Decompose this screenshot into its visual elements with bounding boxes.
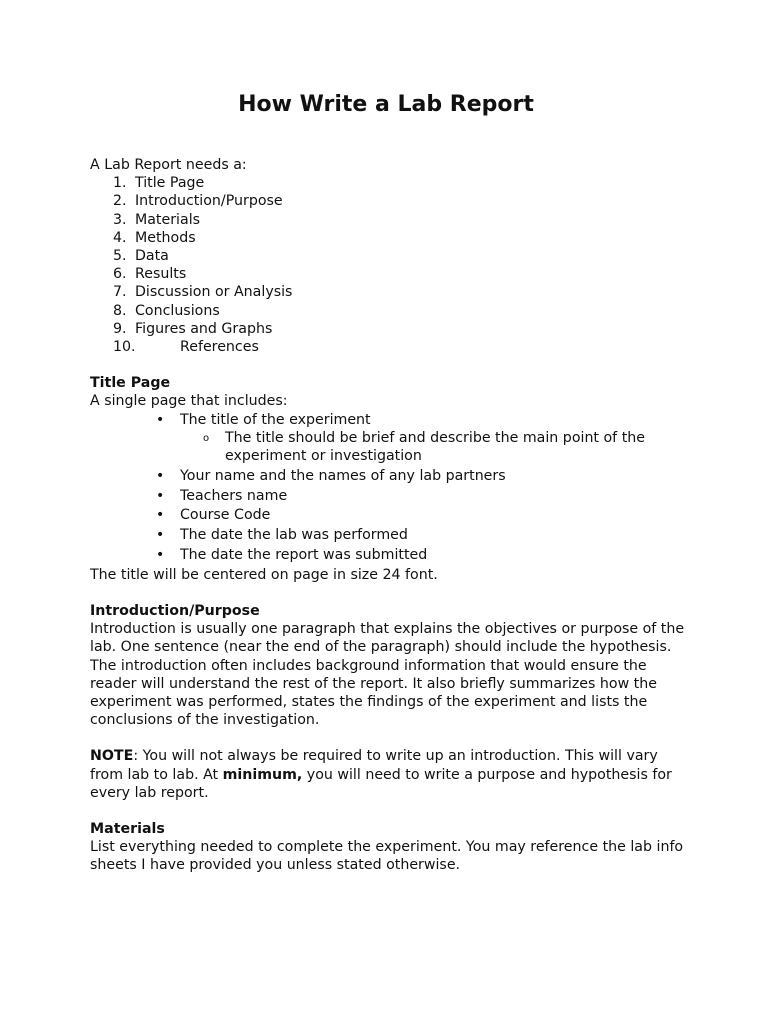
list-number: 6. — [113, 266, 127, 283]
list-number: 2. — [113, 193, 127, 210]
sub-bullets — [180, 429, 690, 465]
list-item — [180, 429, 690, 465]
list-number: 10. — [113, 339, 136, 356]
introduction-body: Introduction is usually one paragraph that explains the objectives or purpose of the lab. One sentence (near the end of the paragraph) should include the hypothesis. The introduction often includes background information that would ensure the reader will understand the rest of the report. It also briefly summarizes how the experiment was performed, states the findings of the experiment and lists the conclusions of the investigation. — [90, 621, 685, 729]
note-emphasis: minimum, — [222, 766, 303, 783]
list-item — [90, 320, 690, 338]
list-item — [90, 174, 690, 192]
list-item-text: References — [180, 339, 259, 356]
list-item-text: The date the report was submitted — [180, 547, 428, 564]
bullet-icon: • — [156, 467, 165, 484]
title-page-heading: Title Page — [90, 375, 171, 392]
title-page-lead: A single page that includes: — [90, 393, 288, 410]
note-label: NOTE — [90, 748, 134, 765]
list-item — [90, 192, 690, 210]
list-item — [90, 411, 690, 466]
intro-line: A Lab Report needs a: — [90, 157, 247, 173]
list-number: 4. — [113, 229, 127, 246]
list-number: 3. — [113, 211, 127, 228]
list-item-text: Figures and Graphs — [135, 320, 273, 337]
materials-heading: Materials — [90, 821, 165, 838]
list-item — [90, 211, 690, 229]
list-item-text: Conclusions — [135, 302, 220, 319]
list-number: 5. — [113, 248, 127, 265]
list-item — [90, 283, 690, 301]
list-item-text: Methods — [135, 229, 196, 246]
list-number: 7. — [113, 284, 127, 301]
circle-bullet-icon: o — [203, 432, 210, 444]
list-item — [90, 229, 690, 247]
list-number: 9. — [113, 320, 127, 337]
bullet-icon: • — [156, 411, 165, 428]
list-item-text: Title Page — [135, 175, 205, 192]
materials-body: List everything needed to complete the experiment. You may reference the lab info sheets I have provided you unless stated otherwise. — [90, 839, 684, 874]
list-number: 8. — [113, 302, 127, 319]
list-item-text: The title of the experiment — [180, 411, 371, 428]
note-text-2: you will need to write a purpose and hypothesis for every lab report. — [90, 766, 672, 801]
list-item-text: Discussion or Analysis — [135, 284, 293, 301]
list-item — [90, 265, 690, 283]
introduction-heading: Introduction/Purpose — [90, 603, 260, 620]
title-page-closing: The title will be centered on page in size 24 font. — [90, 566, 438, 583]
list-item-text: Results — [135, 266, 187, 283]
list-item-text: Course Code — [180, 507, 271, 524]
list-item — [90, 247, 690, 265]
list-item — [90, 302, 690, 320]
bullet-icon: • — [156, 527, 165, 544]
list-item — [90, 506, 690, 524]
list-item-text: Materials — [135, 211, 201, 228]
bullet-icon: • — [156, 547, 165, 564]
title-page-bullets — [90, 411, 690, 565]
list-item-text: Data — [135, 248, 169, 265]
list-item-text: Introduction/Purpose — [135, 193, 283, 210]
document-page — [90, 88, 690, 875]
list-item-text: Teachers name — [180, 487, 288, 504]
list-item — [90, 487, 690, 505]
required-sections-list — [90, 174, 690, 356]
list-item-text: The title should be brief and describe the main point of the experiment or investigation — [225, 429, 645, 465]
list-item — [90, 338, 690, 356]
note-text-1: : You will not always be required to write up an introduction. This will vary from lab to lab. At — [90, 748, 658, 783]
bullet-icon: • — [156, 507, 165, 524]
bullet-icon: • — [156, 487, 165, 504]
list-item — [90, 546, 690, 564]
note-paragraph — [90, 747, 690, 802]
page-title: How Write a Lab Report — [238, 92, 534, 117]
list-item — [90, 467, 690, 485]
list-item — [90, 526, 690, 544]
list-number: 1. — [113, 175, 127, 192]
list-item-text: Your name and the names of any lab partners — [180, 467, 506, 484]
list-item-text: The date the lab was performed — [180, 527, 408, 544]
